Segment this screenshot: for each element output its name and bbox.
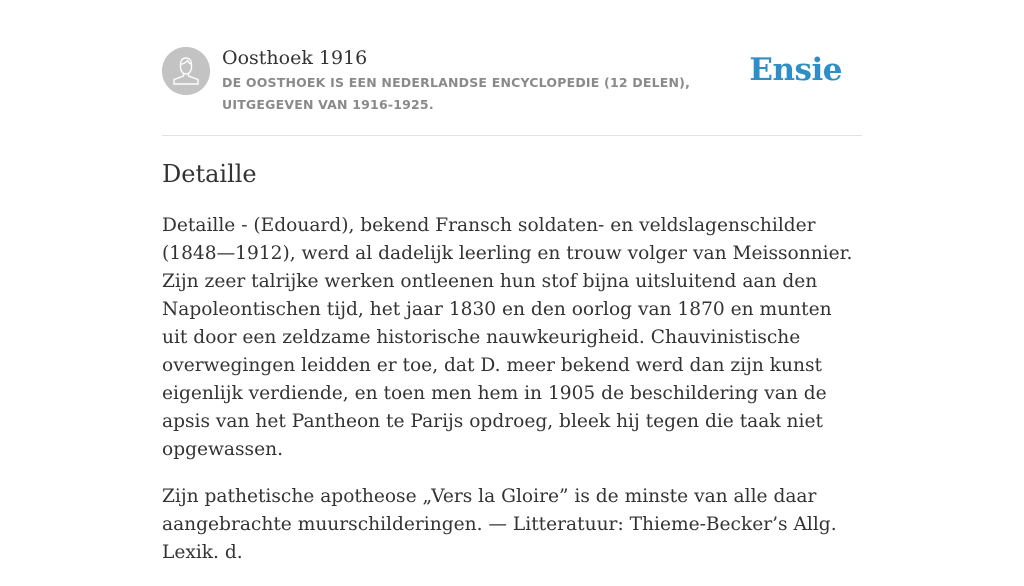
source-title[interactable]: Oosthoek 1916 [222, 47, 368, 69]
source-info [222, 46, 762, 116]
article-paragraph: Detaille - (Edouard), bekend Fransch soldaten- en veldslagenschilder (1848—1912), werd al dadelijk leerling en trouw volger van Meissonnier. Zijn zeer talrijke werken ontleenen hun stof bijna uitsluitend aan den Napoleontischen tijd, het jaar 1830 en den oorlog van 1870 en munten uit door een zeldzame historische nauwkeurigheid. Chauvinistische overwegingen leidden er toe, dat D. meer bekend werd dan zijn kunst eigenlijk verdiende, en toen men hem in 1905 de beschildering van de apsis van het Pantheon te Parijs opdroeg, bleek hij tegen die taak niet opgewassen. [162, 215, 853, 460]
user-avatar-icon[interactable] [162, 47, 210, 95]
ensie-logo[interactable]: Ensie [749, 52, 842, 88]
article-title: Detaille [162, 160, 257, 188]
source-description: DE OOSTHOEK IS EEN NEDERLANDSE ENCYCLOPEDIE (12 DELEN), UITGEGEVEN VAN 1916-1925. [222, 75, 691, 112]
content-container [162, 46, 862, 586]
article-body [162, 212, 862, 567]
source-header [162, 46, 862, 136]
article-paragraph: Zijn pathetische apotheose „Vers la Gloire” is de minste van alle daar aangebrachte muurschilderingen. — Litteratuur: Thieme-Becker’s Allg. Lexik. d. [162, 486, 837, 563]
